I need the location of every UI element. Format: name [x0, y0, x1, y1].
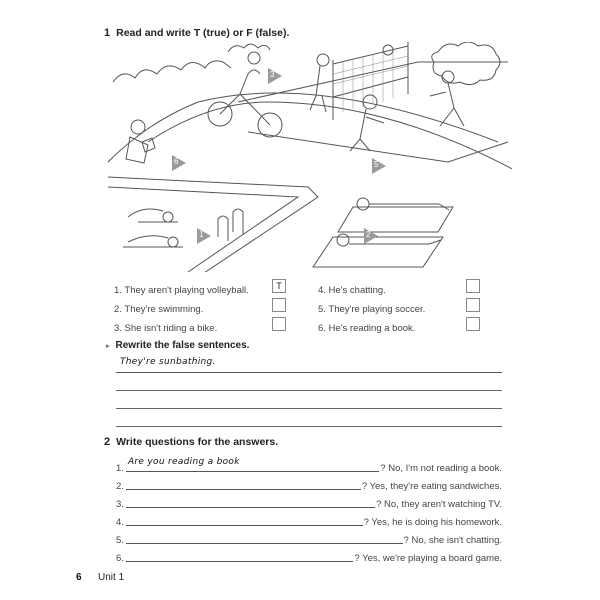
swimmer-2: [123, 236, 183, 247]
pool-ladder: [218, 209, 243, 241]
question-row-1: 1. Are you reading a book ? No, I'm not reading a book.: [116, 457, 502, 474]
exercise-1-title: Read and write T (true) or F (false).: [116, 27, 290, 39]
tf-list-right: [318, 280, 488, 337]
question-list: [116, 456, 502, 564]
boy-running: [350, 95, 384, 151]
volleyball-net: [333, 42, 408, 120]
marker-number: 2: [366, 230, 371, 239]
marker-number: 3: [270, 70, 275, 79]
bullet-icon: ▸: [106, 343, 110, 350]
tf-item-1: 1. They aren't playing volleyball. T: [114, 280, 294, 299]
question-row-6: 6. ? Yes, we're playing a board game.: [116, 546, 502, 564]
rewrite-line-3[interactable]: [116, 391, 502, 409]
question-row-4: 4. ? Yes, he is doing his homework.: [116, 510, 502, 528]
bush-left: [113, 61, 231, 82]
unit-label: Unit 1: [98, 572, 125, 583]
tf-item-5: 5. They're playing soccer.: [318, 299, 488, 318]
boy-volleyball-right: [430, 71, 464, 126]
rewrite-heading: [106, 340, 249, 351]
rewrite-line-2[interactable]: [116, 373, 502, 391]
sunbather-bottom: [337, 234, 441, 246]
tf-list-left: [114, 280, 294, 337]
marker-number: 5: [374, 160, 379, 169]
question-field-3[interactable]: [126, 495, 375, 508]
rewrite-line-1[interactable]: They're sunbathing.: [116, 354, 502, 373]
page-number: 6: [76, 572, 82, 583]
question-field-4[interactable]: [126, 513, 363, 526]
exercise-2-title: Write questions for the answers.: [116, 436, 279, 448]
path-bottom-edge: [148, 102, 512, 172]
towel-bottom: [313, 237, 443, 267]
tf-item-6: 6. He's reading a book.: [318, 318, 488, 337]
exercise-1-number: 1: [104, 27, 111, 39]
rewrite-lines: [116, 354, 502, 427]
tf-item-3: 3. She isn't riding a bike.: [114, 318, 294, 337]
girl-volleyball-left: [310, 54, 329, 112]
rewrite-line-4[interactable]: [116, 409, 502, 427]
question-field-6[interactable]: [126, 549, 353, 562]
page-footer: [76, 567, 124, 585]
tf-item-4: 4. He's chatting.: [318, 280, 488, 299]
tf-answer-box-5[interactable]: [466, 298, 480, 312]
exercise-2-number: 2: [104, 436, 111, 448]
bush-top: [228, 44, 270, 52]
question-field-1[interactable]: Are you reading a book: [126, 459, 379, 472]
exercise-2-heading: [104, 436, 278, 448]
question-row-5: 5. ? No, she isn't chatting.: [116, 528, 502, 546]
swimmer-1: [128, 209, 178, 222]
question-row-2: 2. ? Yes, they're eating sandwiches.: [116, 474, 502, 492]
tf-answer-box-2[interactable]: [272, 298, 286, 312]
marker-number: 1: [199, 230, 204, 239]
tf-answer-box-3[interactable]: [272, 317, 286, 331]
marker-number: 6: [174, 157, 179, 166]
tf-answer-box-4[interactable]: [466, 279, 480, 293]
park-scene-illustration: [108, 42, 512, 272]
exercise-1-heading: [104, 27, 289, 39]
towel-top: [338, 207, 453, 232]
tf-answer-box-1[interactable]: T: [272, 279, 286, 293]
question-field-5[interactable]: [126, 531, 403, 544]
question-row-3: 3. ? No, they aren't watching TV.: [116, 492, 502, 510]
tf-answer-box-6[interactable]: [466, 317, 480, 331]
tf-item-2: 2. They're swimming.: [114, 299, 294, 318]
pool-edge-outer: [108, 177, 318, 272]
rewrite-title: Rewrite the false sentences.: [115, 340, 250, 351]
sunbather-top: [357, 198, 449, 210]
question-field-2[interactable]: [126, 477, 361, 490]
